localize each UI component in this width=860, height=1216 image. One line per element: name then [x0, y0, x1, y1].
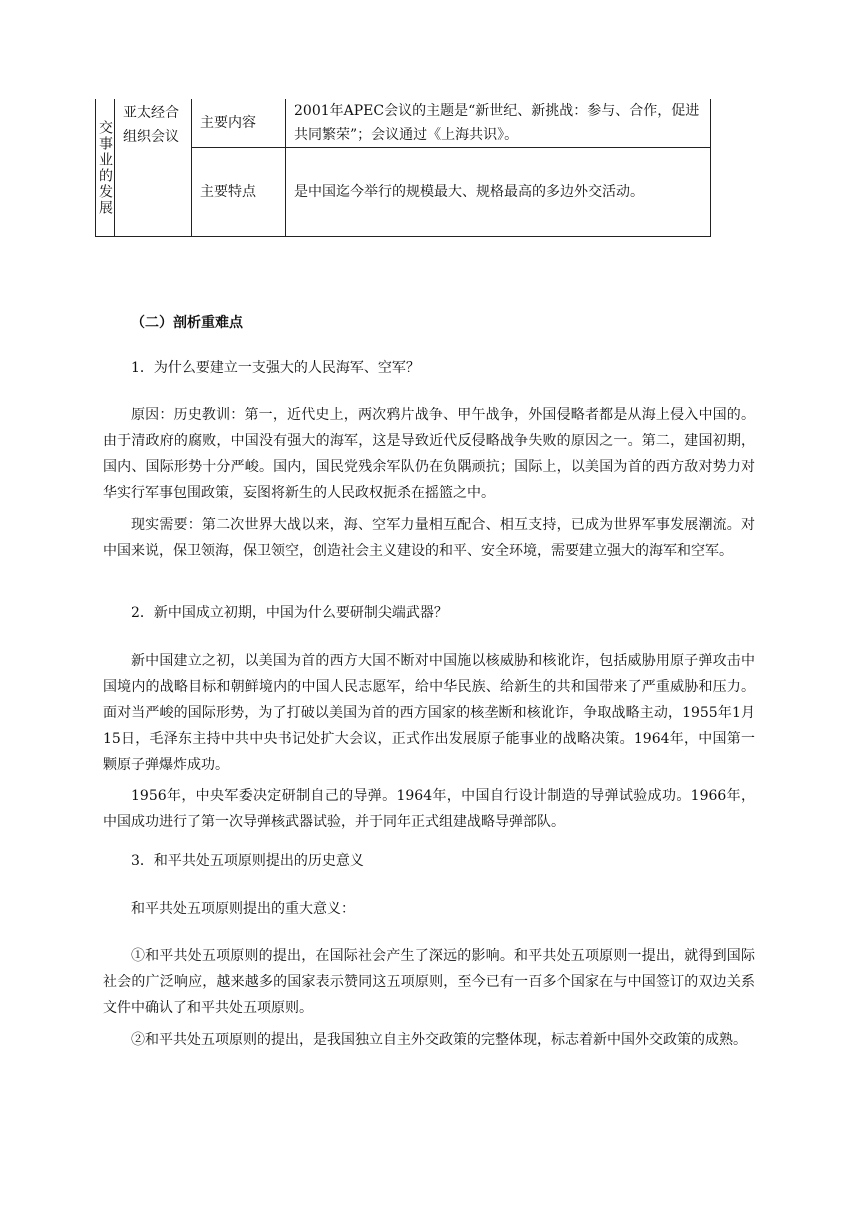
question-1: 1．为什么要建立一支强大的人民海军、空军？	[131, 360, 420, 376]
question-3: 3．和平共处五项原则提出的历史意义	[131, 853, 364, 869]
paragraph: 现实需要：第二次世界大战以来，海、空军力量相互配合、相互支持，已成为世界军事发展潮流。对中国来说，保卫领海，保卫领空，创造社会主义建设的和平、安全环境，需要建立强大的海军和空军。	[103, 517, 755, 559]
table-row-content: 2001年APEC会议的主题是“新世纪、新挑战：参与、合作，促进共同繁荣”；会议通过《上海共识》。	[286, 99, 711, 148]
paragraph: ①和平共处五项原则的提出，在国际社会产生了深远的影响。和平共处五项原则一提出，就得到国际社会的广泛响应，越来越多的国家表示赞同这五项原则，至今已有一百多个国家在与中国签订的双边关系文件中确认了和平共处五项原则。	[103, 948, 755, 1016]
paragraph: ②和平共处五项原则的提出，是我国独立自主外交政策的完整体现，标志着新中国外交政策的成熟。	[131, 1032, 747, 1048]
table-row-label: 主要内容	[192, 99, 286, 148]
paragraph: 和平共处五项原则提出的重大意义：	[131, 901, 355, 917]
paragraph: 新中国建立之初，以美国为首的西方大国不断对中国施以核威胁和核讹诈，包括威胁用原子弹攻击中国境内的战略目标和朝鲜境内的中国人民志愿军，给中华民族、给新生的共和国带来了严重威胁和压力。面对当严峻的国际形势，为了打破以美国为首的西方国家的核垄断和核讹诈，争取战略主动，1955年1月15日，毛泽东主持中共中央书记处扩大会议，正式作出发展原子能事业的战略决策。1964年，中国第一颗原子弹爆炸成功。	[103, 653, 755, 773]
table-category-cell: 交事业的发展	[96, 99, 115, 237]
section-heading: （二）剖析重难点	[131, 315, 243, 331]
paragraph: 1956年，中央军委决定研制自己的导弹。1964年，中国自行设计制造的导弹试验成功。1966年，中国成功进行了第一次导弹核武器试验，并于同年正式组建战略导弹部队。	[103, 788, 755, 830]
question-2: 2．新中国成立初期，中国为什么要研制尖端武器？	[131, 605, 448, 621]
paragraph: 原因：历史教训：第一，近代史上，两次鸦片战争、甲午战争，外国侵略者都是从海上侵入中国的。由于清政府的腐败，中国没有强大的海军，这是导致近代反侵略战争失败的原因之一。第二，建国初期，国内、国际形势十分严峻。国内，国民党残余军队仍在负隅顽抗；国际上，以美国为首的西方敌对势力对华实行军事包围政策，妄图将新生的人民政权扼杀在摇篮之中。	[103, 407, 755, 501]
table-row-label: 主要特点	[192, 148, 286, 237]
table-row-content: 是中国迄今举行的规模最大、规格最高的多边外交活动。	[286, 148, 711, 237]
summary-table	[95, 99, 711, 237]
table-org-cell: 亚太经合组织会议	[115, 99, 192, 237]
